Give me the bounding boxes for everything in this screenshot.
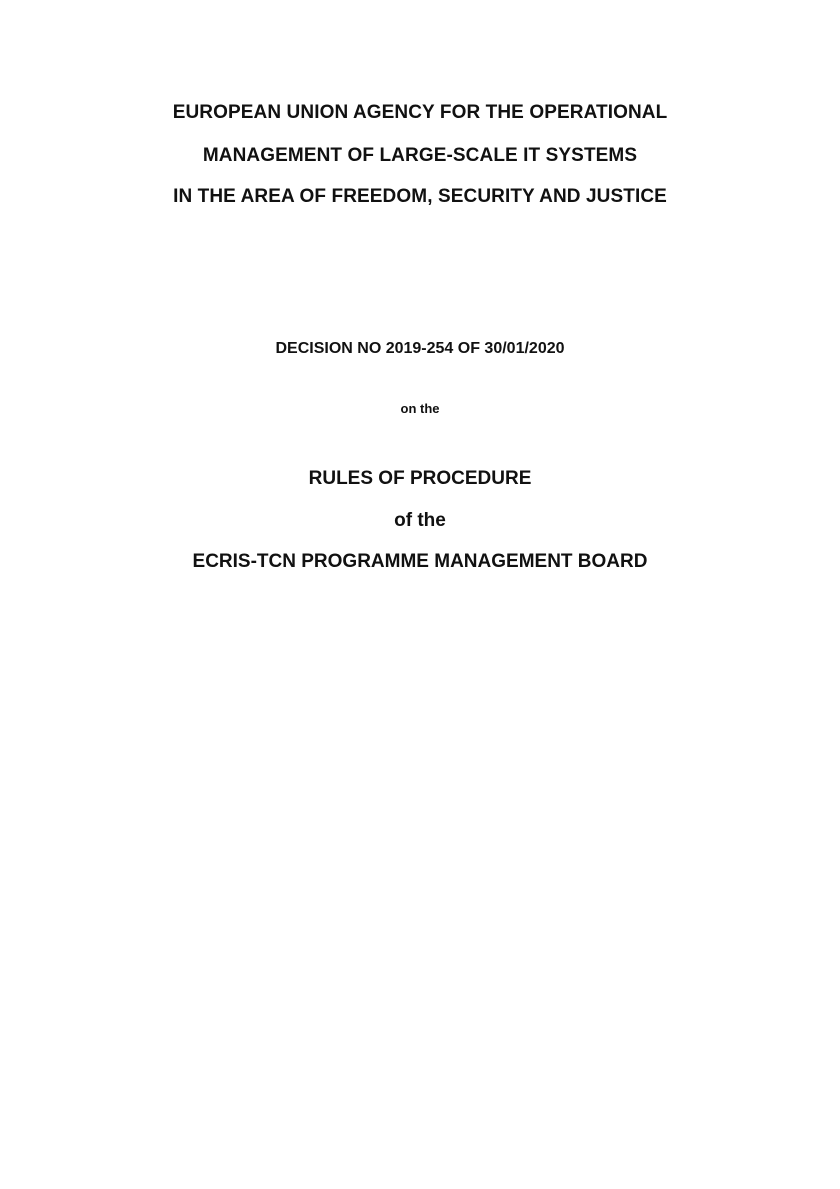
- document-title-line-2: of the: [394, 510, 446, 531]
- document-title-line-1: RULES OF PROCEDURE: [308, 468, 532, 489]
- agency-name-line-3: IN THE AREA OF FREEDOM, SECURITY AND JUSTICE: [173, 186, 667, 207]
- document-title-line-3: ECRIS-TCN PROGRAMME MANAGEMENT BOARD: [192, 551, 648, 572]
- decision-number: DECISION NO 2019-254 OF 30/01/2020: [275, 340, 565, 357]
- agency-name-line-2: MANAGEMENT OF LARGE-SCALE IT SYSTEMS: [202, 145, 638, 166]
- agency-name-line-1: EUROPEAN UNION AGENCY FOR THE OPERATIONAL: [172, 102, 668, 123]
- decision-connector: on the: [400, 401, 440, 416]
